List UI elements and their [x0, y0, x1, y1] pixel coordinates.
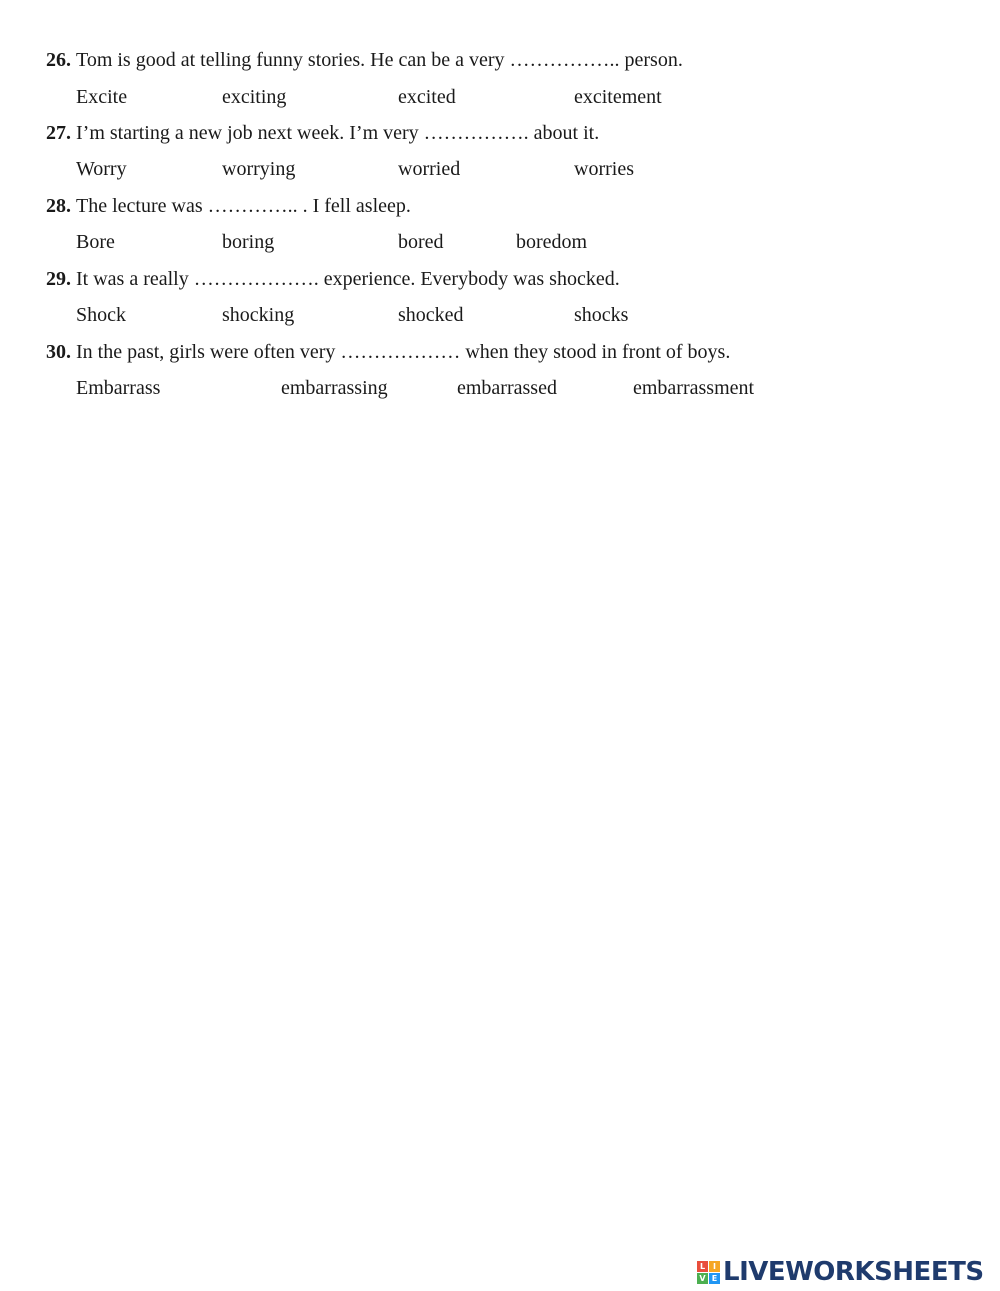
question-number: 30.	[46, 341, 71, 363]
question-text: The lecture was ………….. . I fell asleep.	[76, 195, 411, 217]
option[interactable]: worried	[398, 158, 461, 180]
question-text: In the past, girls were often very ……………… when they stood in front of boys.	[76, 341, 731, 363]
option[interactable]: Worry	[76, 158, 127, 180]
option[interactable]: excitement	[574, 86, 662, 108]
option[interactable]: Shock	[76, 304, 126, 326]
option[interactable]: boring	[222, 231, 275, 253]
question-number: 29.	[46, 268, 71, 290]
option[interactable]: Bore	[76, 231, 115, 253]
logo-text: LIVEWORKSHEETS	[723, 1257, 984, 1287]
option[interactable]: excited	[398, 86, 456, 108]
option[interactable]: embarrassment	[633, 377, 755, 399]
option[interactable]: embarrassed	[457, 377, 557, 399]
option[interactable]: shocked	[398, 304, 464, 326]
logo-cell: I	[709, 1261, 720, 1272]
question-30	[46, 340, 730, 364]
option[interactable]: exciting	[222, 86, 287, 108]
option[interactable]: shocking	[222, 304, 295, 326]
question-number: 26.	[46, 49, 71, 71]
option[interactable]: boredom	[516, 231, 588, 253]
question-text: Tom is good at telling funny stories. He can be a very …………….. person.	[76, 49, 683, 71]
logo-cell: L	[697, 1261, 708, 1272]
liveworksheets-logo	[697, 1256, 984, 1288]
question-26	[46, 48, 683, 72]
option[interactable]: Embarrass	[76, 377, 161, 399]
logo-mark	[697, 1261, 720, 1284]
question-text: I’m starting a new job next week. I’m very ……………. about it.	[76, 122, 600, 144]
question-28	[46, 194, 411, 218]
option[interactable]: embarrassing	[281, 377, 388, 399]
logo-cell: V	[697, 1273, 708, 1284]
question-text: It was a really ………………. experience. Everybody was shocked.	[76, 268, 620, 290]
option[interactable]: shocks	[574, 304, 629, 326]
question-29	[46, 267, 620, 291]
question-27	[46, 121, 599, 145]
option[interactable]: Excite	[76, 86, 128, 108]
question-number: 27.	[46, 122, 71, 144]
logo-cell: E	[709, 1273, 720, 1284]
question-number: 28.	[46, 195, 71, 217]
option[interactable]: worrying	[222, 158, 296, 180]
option[interactable]: bored	[398, 231, 444, 253]
option[interactable]: worries	[574, 158, 634, 180]
